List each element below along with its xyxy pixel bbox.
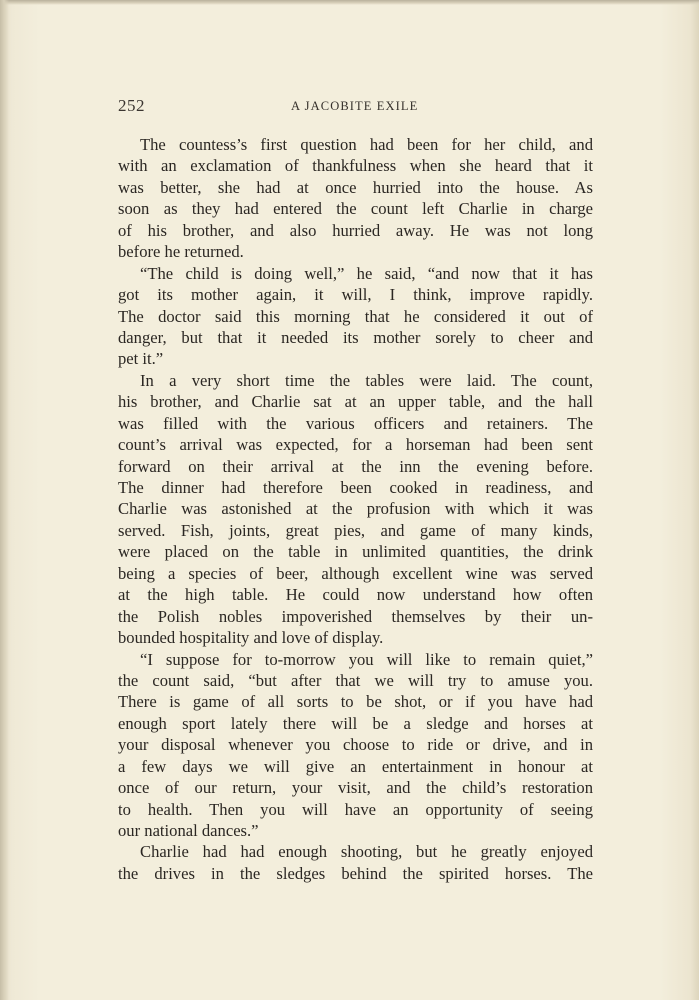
text-line: Charlie was astonished at the profusion with which it was: [118, 499, 593, 519]
text-line: his brother, and Charlie sat at an upper table, and the hall: [118, 392, 593, 412]
running-head: [118, 96, 598, 118]
page-number: 252: [118, 96, 145, 115]
text-line: The dinner had therefore been cooked in readiness, and: [118, 478, 593, 497]
text-line: Charlie had had enough shooting, but he greatly enjoyed: [140, 842, 593, 862]
text-line: danger, but that it needed its mother sorely to cheer and: [118, 327, 593, 347]
text-line: our national dances.”: [118, 821, 259, 840]
running-title: A JACOBITE EXILE: [291, 99, 419, 113]
text-line: the Polish nobles impoverished themselves by their un-: [118, 606, 593, 626]
text-line: the drives in the sledges behind the spirited horses. The: [118, 863, 593, 883]
text-line: before he returned.: [118, 242, 244, 262]
page-top-edge: [0, 0, 699, 5]
text-line: “The child is doing well,” he said, “and now that it has: [140, 263, 593, 283]
text-line: being a species of beer, although excellent wine was served: [118, 563, 593, 583]
text-line: was filled with the various officers and retainers. The: [118, 413, 593, 433]
body-text: [118, 134, 593, 884]
text-line: “I suppose for to-morrow you will like to remain quiet,”: [140, 649, 593, 669]
text-line: the count said, “but after that we will try to amuse you.: [118, 670, 593, 690]
page-spine-edge: [0, 0, 9, 1000]
text-line: bounded hospitality and love of display.: [118, 628, 384, 648]
text-line: forward on their arrival at the inn the evening before.: [118, 456, 593, 476]
text-line: was better, she had at once hurried into the house. As: [118, 177, 593, 197]
text-line: of his brother, and also hurried away. He was not long: [118, 220, 593, 240]
text-line: got its mother again, it will, I think, improve rapidly.: [118, 285, 593, 305]
text-line: your disposal whenever you choose to ride or drive, and in: [118, 735, 593, 755]
text-line: served. Fish, joints, great pies, and game of many kinds,: [118, 520, 593, 540]
text-line: The countess’s first question had been for her child, and: [140, 135, 593, 154]
text-line: to health. Then you will have an opportunity of seeing: [118, 799, 593, 819]
text-line: In a very short time the tables were laid. The count,: [140, 370, 593, 390]
text-line: once of our return, your visit, and the child’s restoration: [118, 778, 593, 798]
text-line: enough sport lately there will be a sledge and horses at: [118, 713, 593, 733]
text-line: a few days we will give an entertainment in honour at: [118, 756, 593, 776]
text-line: soon as they had entered the count left Charlie in charge: [118, 199, 593, 219]
text-line: The doctor said this morning that he considered it out of: [118, 306, 593, 326]
text-line: There is game of all sorts to be shot, or if you have had: [118, 692, 593, 712]
text-line: with an exclamation of thankfulness when she heard that it: [118, 156, 593, 176]
text-line: pet it.”: [118, 349, 164, 369]
text-line: were placed on the table in unlimited quantities, the drink: [118, 542, 593, 562]
text-line: count’s arrival was expected, for a horseman had been sent: [118, 435, 593, 455]
text-line: at the high table. He could now understand how often: [118, 585, 593, 605]
